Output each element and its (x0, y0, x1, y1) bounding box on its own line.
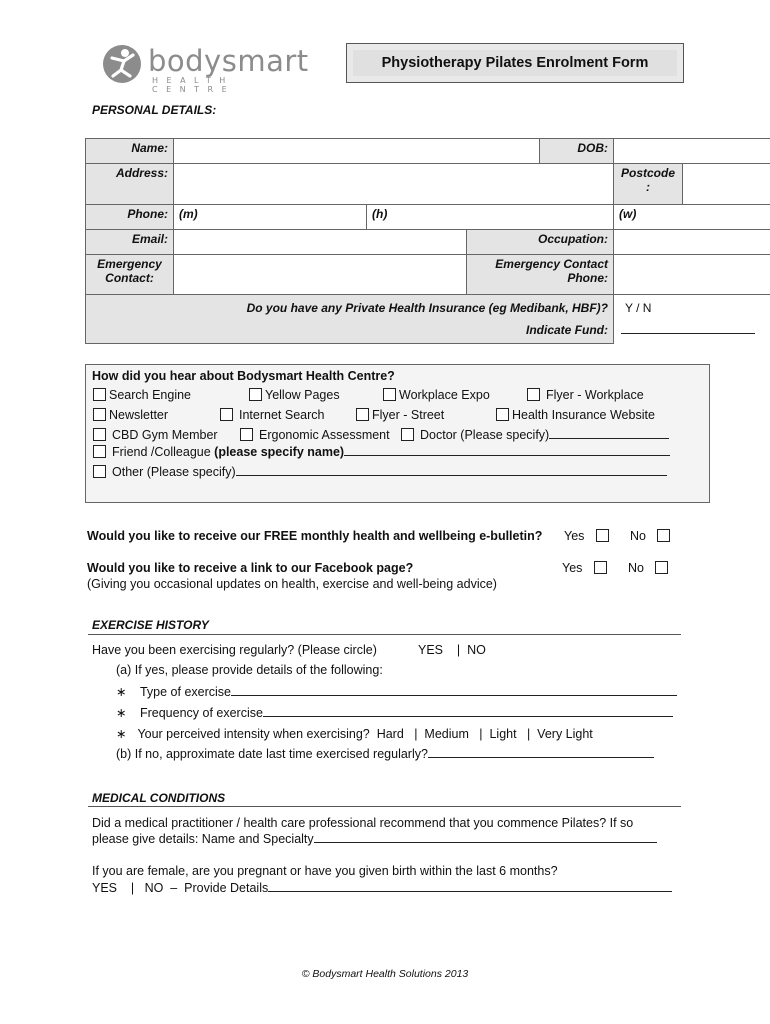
option-doctor[interactable]: Doctor (Please specify) (401, 428, 669, 442)
name-label: Name: (86, 139, 174, 164)
email-label: Email: (86, 230, 174, 255)
exercise-intensity[interactable]: Your perceived intensity when exercising? Hard | Medium | Light | Very Light (137, 727, 593, 741)
doctor-checkbox[interactable] (401, 428, 414, 441)
flyer-workplace-checkbox[interactable] (527, 388, 540, 401)
option-yellow-pages[interactable]: Yellow Pages (249, 388, 340, 402)
occupation-label: Occupation: (467, 230, 614, 255)
exercise-part-b: (b) If no, approximate date last time exercised regularly? (116, 747, 654, 761)
fund-line[interactable] (621, 319, 755, 334)
facebook-yes-checkbox[interactable] (594, 561, 607, 574)
facebook-question: Would you like to receive a link to our Facebook page? (87, 561, 414, 575)
ebulletin-no[interactable]: No (630, 529, 670, 543)
option-other[interactable]: Other (Please specify) (93, 465, 667, 479)
exercise-question: Have you been exercising regularly? (Please circle) (92, 643, 377, 657)
option-search-engine[interactable]: Search Engine (93, 388, 191, 402)
option-friend[interactable]: Friend /Colleague (please specify name) (93, 445, 670, 459)
dob-label: DOB: (540, 139, 614, 164)
internet-search-checkbox[interactable] (220, 408, 233, 421)
phone-work-field[interactable]: (w) (614, 205, 770, 230)
exercise-date-line[interactable] (428, 757, 654, 758)
exercise-part-a: (a) If yes, please provide details of the following: (116, 663, 383, 677)
exercise-frequency-line[interactable] (263, 716, 673, 717)
option-flyer-workplace[interactable]: Flyer - Workplace (527, 388, 644, 402)
personal-details-table (85, 138, 770, 344)
exercise-history-heading: EXERCISE HISTORY (92, 618, 209, 632)
phone-mobile-field[interactable]: (m) (174, 205, 367, 230)
medical-question-1: Did a medical practitioner / health care professional recommend that you commence Pilates? If so (92, 816, 634, 830)
facebook-yes[interactable]: Yes (562, 561, 607, 575)
emergency-phone-field[interactable] (614, 255, 770, 295)
option-cbd-gym[interactable]: CBD Gym Member (93, 428, 218, 442)
logo-figure-icon (100, 42, 144, 86)
facebook-note: (Giving you occasional updates on health, exercise and well-being advice) (87, 577, 497, 591)
ergonomic-checkbox[interactable] (240, 428, 253, 441)
insurance-question: Do you have any Private Health Insurance (eg Medibank, HBF)? (246, 301, 608, 315)
cbd-gym-checkbox[interactable] (93, 428, 106, 441)
bullet-icon: ∗ (116, 727, 127, 741)
address-field[interactable] (174, 164, 614, 205)
option-workplace-expo[interactable]: Workplace Expo (383, 388, 490, 402)
exercise-frequency-row: ∗ Frequency of exercise (116, 705, 673, 720)
exercise-intensity-row (116, 726, 593, 741)
option-newsletter[interactable]: Newsletter (93, 408, 168, 422)
postcode-field[interactable] (683, 164, 770, 205)
medical-question-1-details: please give details: Name and Specialty (92, 832, 657, 846)
medical-conditions-heading: MEDICAL CONDITIONS (92, 791, 226, 805)
yellow-pages-checkbox[interactable] (249, 388, 262, 401)
address-label: Address: (86, 164, 174, 205)
newsletter-checkbox[interactable] (93, 408, 106, 421)
fund-label: Indicate Fund: (526, 323, 608, 337)
doctor-line[interactable] (549, 438, 669, 439)
referral-source-box (85, 364, 710, 503)
bullet-icon: ∗ (116, 706, 127, 720)
workplace-expo-checkbox[interactable] (383, 388, 396, 401)
insurance-yes-no[interactable]: Y / N (625, 301, 652, 315)
phone-label: Phone: (86, 205, 174, 230)
postcode-label: Postcode : (614, 164, 683, 205)
logo-wordmark: bodysmart (148, 44, 309, 78)
other-line[interactable] (236, 475, 667, 476)
emergency-contact-label: Emergency Contact: (86, 255, 174, 295)
search-engine-checkbox[interactable] (93, 388, 106, 401)
facebook-no[interactable]: No (628, 561, 668, 575)
logo-tagline: HEALTH CENTRE (152, 76, 236, 94)
flyer-street-checkbox[interactable] (356, 408, 369, 421)
facebook-no-checkbox[interactable] (655, 561, 668, 574)
exercise-type-row: ∗ Type of exercise (116, 684, 677, 699)
name-field[interactable] (174, 139, 540, 164)
exercise-divider (88, 634, 681, 635)
referral-question: How did you hear about Bodysmart Health Centre? (92, 369, 395, 383)
health-insurance-website-checkbox[interactable] (496, 408, 509, 421)
insurance-answer-cell[interactable] (614, 295, 770, 344)
personal-details-heading: PERSONAL DETAILS: (92, 103, 217, 117)
form-title: Physiotherapy Pilates Enrolment Form (353, 50, 677, 76)
medical-question-2: If you are female, are you pregnant or have you given birth within the last 6 months? (92, 864, 558, 878)
ebulletin-question: Would you like to receive our FREE monthly health and wellbeing e-bulletin? (87, 529, 543, 543)
option-ergonomic[interactable]: Ergonomic Assessment (240, 428, 390, 442)
bullet-icon: ∗ (116, 685, 127, 699)
emergency-phone-label: Emergency Contact Phone: (467, 255, 614, 295)
copyright-footer: © Bodysmart Health Solutions 2013 (301, 968, 469, 980)
phone-home-field[interactable]: (h) (367, 205, 614, 230)
bodysmart-logo (100, 42, 320, 94)
ebulletin-no-checkbox[interactable] (657, 529, 670, 542)
friend-checkbox[interactable] (93, 445, 106, 458)
insurance-question-cell (86, 295, 614, 344)
pregnancy-details-line[interactable] (268, 891, 672, 892)
option-health-insurance-website[interactable]: Health Insurance Website (496, 408, 655, 422)
option-flyer-street[interactable]: Flyer - Street (356, 408, 444, 422)
medical-question-2-details: YES | NO – Provide Details (92, 881, 672, 895)
ebulletin-yes[interactable]: Yes (564, 529, 609, 543)
option-internet-search[interactable]: Internet Search (220, 408, 324, 422)
email-field[interactable] (174, 230, 467, 255)
emergency-contact-field[interactable] (174, 255, 467, 295)
practitioner-line[interactable] (314, 842, 657, 843)
form-title-box (346, 43, 684, 83)
dob-field[interactable] (614, 139, 770, 164)
other-checkbox[interactable] (93, 465, 106, 478)
exercise-type-line[interactable] (231, 695, 677, 696)
occupation-field[interactable] (614, 230, 770, 255)
medical-divider (88, 806, 681, 807)
exercise-yes-no[interactable]: YES | NO (418, 643, 486, 657)
ebulletin-yes-checkbox[interactable] (596, 529, 609, 542)
friend-line[interactable] (344, 455, 670, 456)
